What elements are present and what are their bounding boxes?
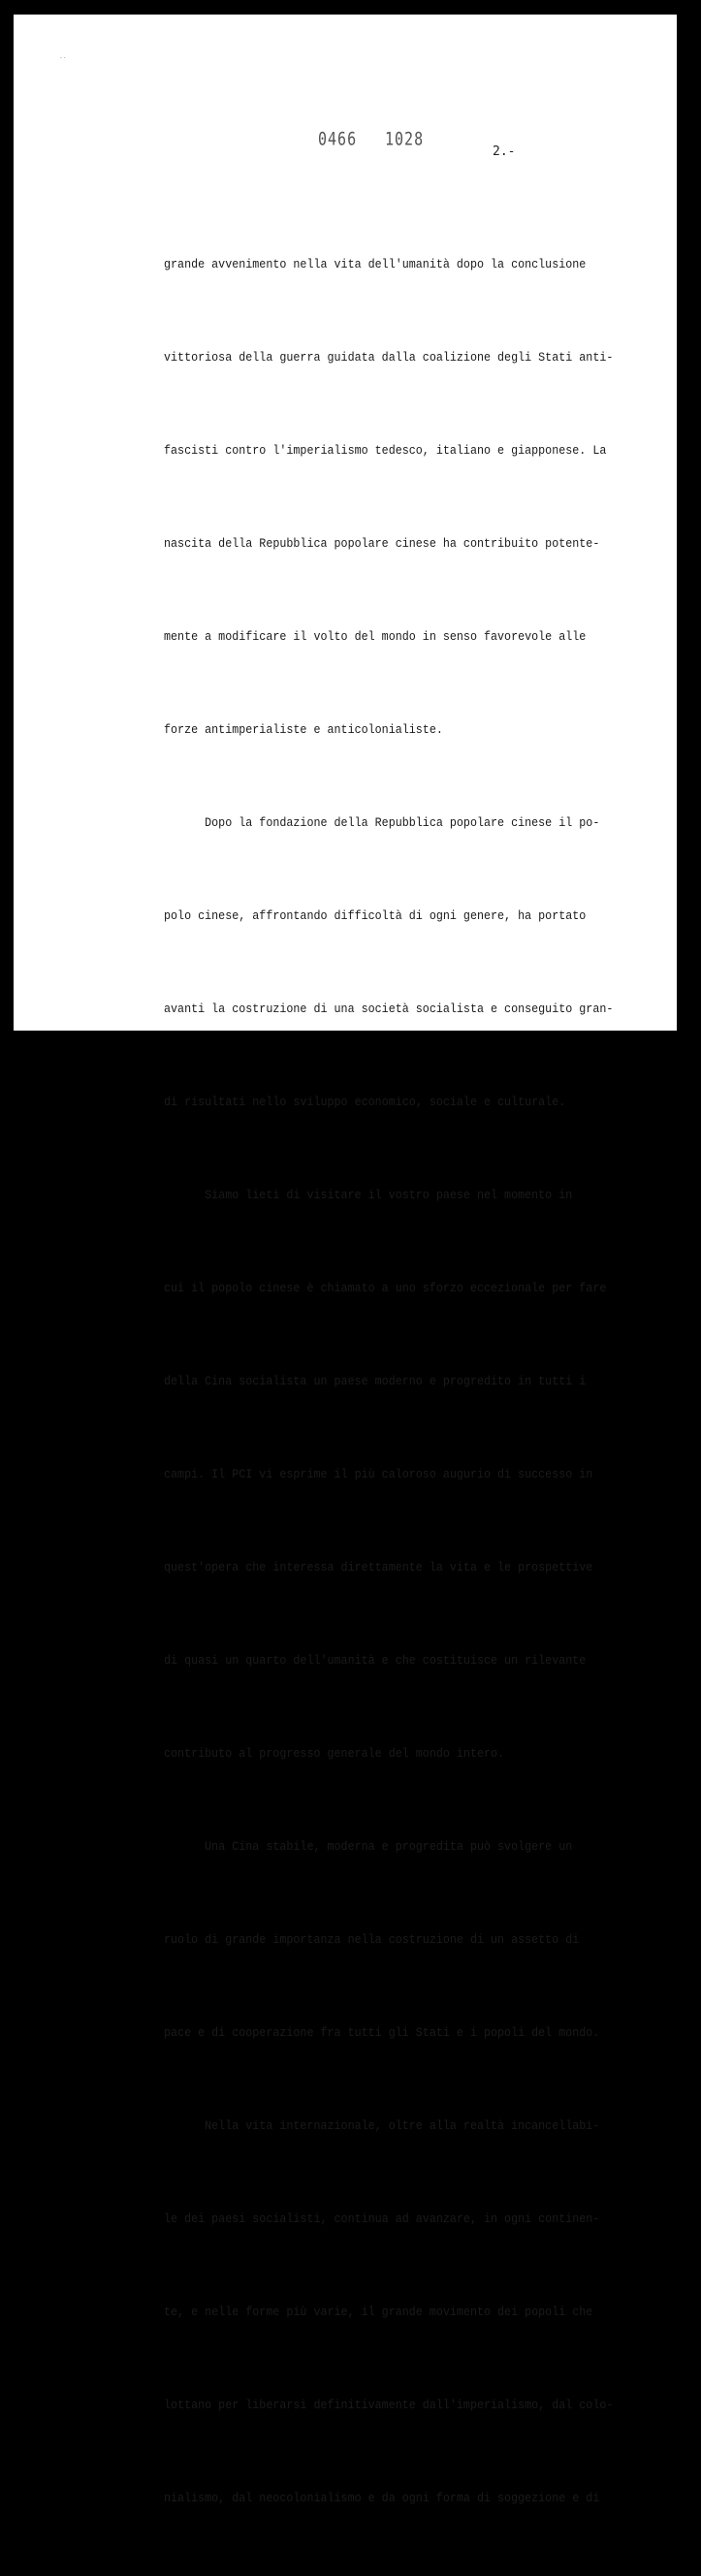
text-line: mente a modificare il volto del mondo in senso favorevole alle [164,629,587,644]
page-number: 2.- [493,144,516,159]
text-line: pace e di cooperazione fra tutti gli Stati e i popoli del mondo. [164,2025,600,2040]
document-page [14,15,677,2505]
text-line: contributo al progresso generale del mondo intero. [164,1746,505,1761]
archive-stamp-right: 1028 [385,127,425,150]
text-line: di quasi un quarto dell'umanità e che costituisce un rilevante [164,1653,587,1668]
archive-stamp-left: 0466 [318,127,358,150]
text-line: forze antimperialiste e anticolonialiste. [164,722,443,737]
body-text [164,187,614,2576]
text-line: grande avvenimento nella vita dell'umanità dopo la conclusione [164,257,587,271]
text-line: nialismo, dal neocolonialismo e da ogni forma di soggezione e di [164,2491,600,2505]
text-line: te, e nelle forme più varie, il grande movimento dei popoli che [164,2305,593,2319]
text-line: nascita della Repubblica popolare cinese ha contribuito potente- [164,536,600,551]
text-line: campi. Il PCI vi esprime il più caloroso augurio di successo in [164,1467,593,1481]
text-line: vittoriosa della guerra guidata dalla coalizione degli Stati anti- [164,350,614,365]
text-line: polo cinese, affrontando difficoltà di ogni genere, ha portato [164,908,587,923]
text-line: avanti la costruzione di una società socialista e conseguito gran- [164,1002,614,1016]
text-line: Nella vita internazionale, oltre alla realtà incancellabi- [164,2118,600,2133]
text-line: Dopo la fondazione della Repubblica popolare cinese il po- [164,815,600,830]
text-line: Una Cina stabile, moderna e progredita può svolgere un [164,1839,573,1854]
text-line: della Cina socialista un paese moderno e progredito in tutti i [164,1374,587,1388]
text-line: ruolo di grande importanza nella costruzione di un assetto di [164,1932,580,1947]
text-line: quest'opera che interessa direttamente la vita e le prospettive [164,1560,593,1574]
text-line: fascisti contro l'imperialismo tedesco, italiano e giapponese. La [164,443,607,458]
text-line: lottano per liberarsi definitivamente dall'imperialismo, dal colo- [164,2398,614,2412]
text-line: di risultati nello sviluppo economico, sociale e culturale. [164,1095,566,1109]
text-line: le dei paesi socialisti, continua ad avanzare, in ogni continen- [164,2211,600,2226]
text-line: cui il popolo cinese è chiamato a uno sforzo eccezionale per fare [164,1281,607,1295]
scan-specks: · · [60,55,66,62]
text-line: Siamo lieti di visitare il vostro paese nel momento in [164,1188,573,1202]
